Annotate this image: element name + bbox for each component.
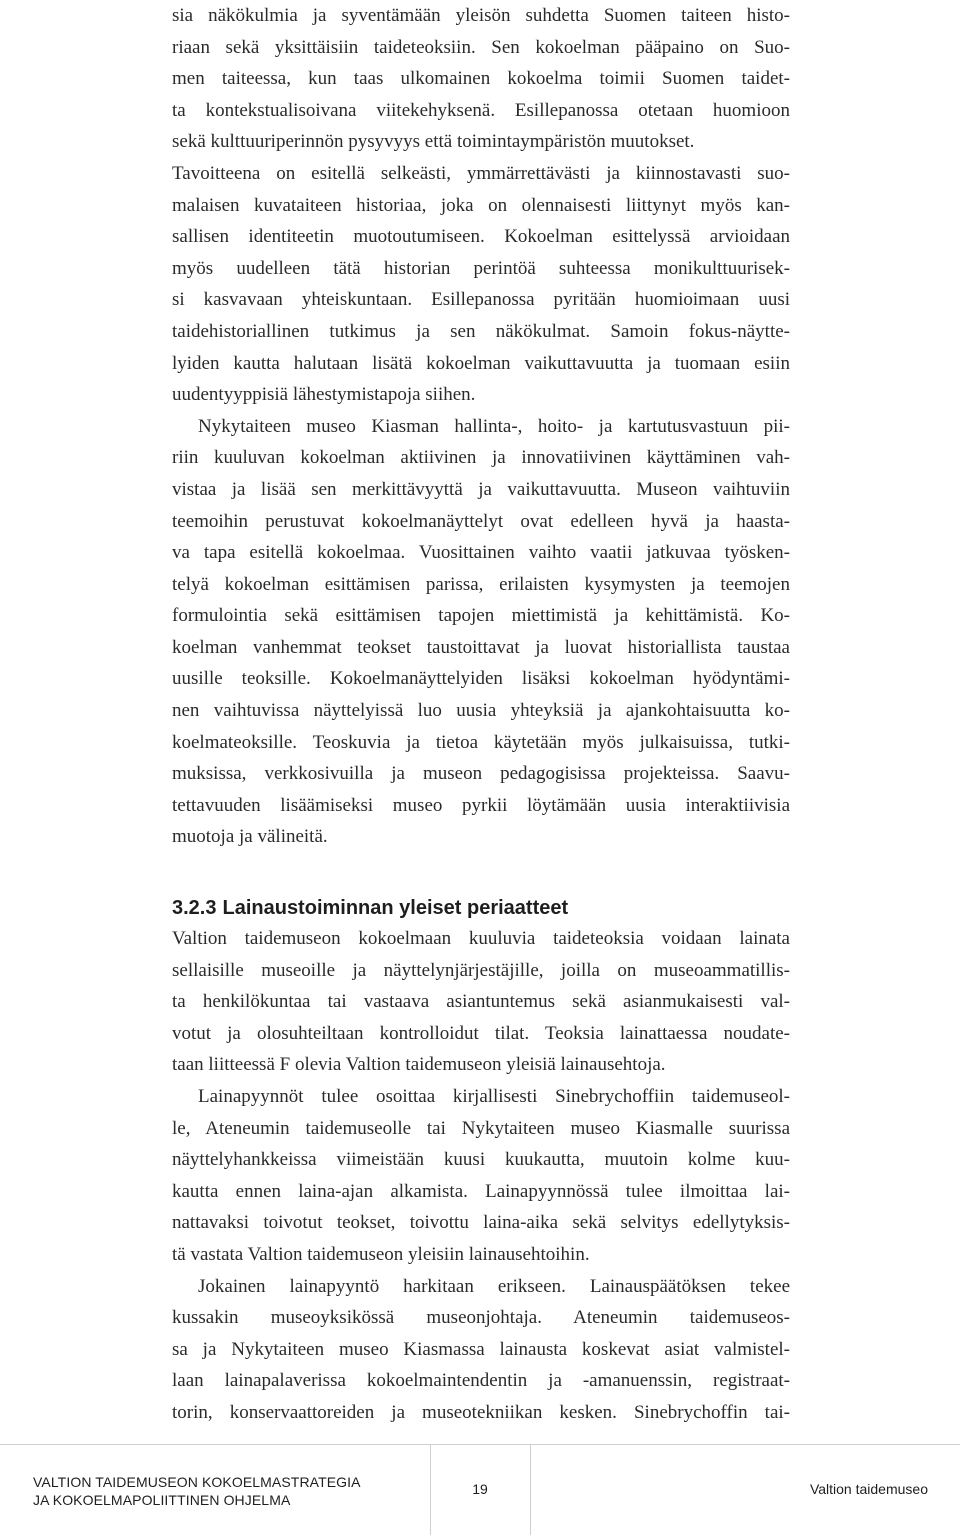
text-line: tä vastata Valtion taidemuseon yleisiin lainausehtoihin. <box>172 1243 590 1265</box>
text-line: riaan sekä yksittäisiin taideteoksiin. Sen kokoelman pääpaino on Suo- <box>172 36 790 58</box>
paragraph-kiasma <box>172 411 790 853</box>
text-line: sia näkökulmia ja syventämään yleisön suhdetta Suomen taiteen histo- <box>172 5 790 26</box>
page-footer <box>0 1444 960 1535</box>
paragraph-lending-2 <box>172 1081 790 1271</box>
text-line: Lainapyynnöt tulee osoittaa kirjallisesti Sinebrychoffiin taidemuseol- <box>198 1086 790 1107</box>
text-line: Jokainen lainapyyntö harkitaan erikseen. Lainauspäätöksen tekee <box>198 1275 790 1297</box>
text-line: Valtion taidemuseon kokoelmaan kuuluvia taideteoksia voidaan lainata <box>172 928 790 950</box>
text-line: sellaisille museoille ja näyttelynjärjestäjille, joilla on museoammatillis- <box>172 959 790 981</box>
footer-publication-title <box>33 1473 361 1509</box>
text-line: Tavoitteena on esitellä selkeästi, ymmärrettävästi ja kiinnostavasti suo- <box>172 162 790 184</box>
paragraph-continuation <box>172 0 790 411</box>
text-line: riin kuuluvan kokoelman aktiivinen ja innovatiivinen käyttäminen vah- <box>172 447 790 469</box>
text-line: sekä kulttuuriperinnön pysyvyys että toimintaympäristön muutokset. <box>172 131 695 153</box>
text-line: sallisen identiteetin muotoutumiseen. Kokoelman esittelyssä arvioidaan <box>172 226 790 248</box>
text-line: va tapa esitellä kokoelmaa. Vuosittainen vaihto vaatii jatkuvaa työsken- <box>172 542 790 564</box>
page-content <box>172 0 790 1429</box>
text-line: si kasvavaan yhteiskuntaan. Esillepanossa pyritään huomioimaan uusi <box>172 289 790 311</box>
text-line: kussakin museoyksikössä museonjohtaja. Ateneumin taidemuseos- <box>172 1307 790 1329</box>
text-line: malaisen kuvataiteen historiaa, joka on olennaisesti liittynyt myös kan- <box>172 194 790 216</box>
paragraph-lending-1 <box>172 923 790 1081</box>
text-line: taidehistoriallinen tutkimus ja sen näkökulmat. Samoin fokus-näytte- <box>172 320 790 342</box>
text-line: koelman vanhemmat teokset taustoittavat ja luovat historiallista taustaa <box>172 636 790 658</box>
text-line: uudentyyppisiä lähestymistapoja siihen. <box>172 384 476 406</box>
footer-separator-right <box>530 1444 531 1535</box>
text-line: uusille teoksille. Kokoelmanäyttelyiden lisäksi kokoelman hyödyntämi- <box>172 668 790 690</box>
text-line: laan lainapalaverissa kokoelmaintendentin ja -amanuenssin, registraat- <box>172 1370 790 1392</box>
text-line: taan liitteessä F olevia Valtion taidemuseon yleisiä lainausehtoja. <box>172 1054 666 1076</box>
text-line: näyttelyhankkeissa viimeistään kuusi kuukautta, muutoin kolme kuu- <box>172 1149 790 1171</box>
text-line: telyä kokoelman esittämisen parissa, erilaisten kysymysten ja teemojen <box>172 573 790 595</box>
text-line: le, Ateneumin taidemuseolle tai Nykytaiteen museo Kiasmalle suurissa <box>172 1117 790 1139</box>
text-line: tettavuuden lisäämiseksi museo pyrkii löytämään uusia interaktiivisia <box>172 794 790 816</box>
footer-separator-left <box>430 1444 431 1535</box>
section-heading <box>172 893 790 923</box>
text-line: koelmateoksille. Teoskuvia ja tietoa käytetään myös julkaisuissa, tutki- <box>172 731 790 753</box>
text-line: muotoja ja välineitä. <box>172 826 328 848</box>
text-line: lyiden kautta halutaan lisätä kokoelman vaikuttavuutta ja tuomaan esiin <box>172 352 790 374</box>
footer-title-line-2: JA KOKOELMAPOLIITTINEN OHJELMA <box>33 1492 291 1508</box>
paragraph-lending-3 <box>172 1271 790 1429</box>
footer-publisher: Valtion taidemuseo <box>809 1481 928 1497</box>
text-line: myös uudelleen tätä historian perintöä suhteessa monikulttuurisek- <box>172 257 790 279</box>
text-line: nen vaihtuvissa näyttelyissä luo uusia yhteyksiä ja ajankohtaisuutta ko- <box>172 700 790 722</box>
text-line: formulointia sekä esittämisen tapojen miettimistä ja kehittämistä. Ko- <box>172 605 790 627</box>
text-line: ta kontekstualisoivana viitekehyksenä. Esillepanossa otetaan huomioon <box>172 99 790 121</box>
footer-title-line-1: VALTION TAIDEMUSEON KOKOELMASTRATEGIA <box>33 1474 361 1490</box>
section-title: Lainaustoiminnan yleiset periaatteet <box>222 897 569 920</box>
footer-divider <box>0 1444 960 1445</box>
text-line: kautta ennen laina-ajan alkamista. Lainapyynnössä tulee ilmoittaa lai- <box>172 1180 790 1202</box>
section-number: 3.2.3 <box>172 897 217 920</box>
text-line: teemoihin perustuvat kokoelmanäyttelyt ovat edelleen hyvä ja haasta- <box>172 510 790 532</box>
text-line: muksissa, verkkosivuilla ja museon pedagogisissa projekteissa. Saavu- <box>172 763 790 785</box>
text-line: nattavaksi toivotut teokset, toivottu laina-aika sekä selvitys edellytyksis- <box>172 1212 790 1234</box>
text-line: torin, konservaattoreiden ja museotekniikan kesken. Sinebrychoffin tai- <box>172 1401 790 1423</box>
text-line: Nykytaiteen museo Kiasman hallinta-, hoito- ja kartutusvastuun pii- <box>198 415 790 437</box>
text-line: men taiteessa, kun taas ulkomainen kokoelma toimii Suomen taidet- <box>172 68 790 90</box>
text-line: sa ja Nykytaiteen museo Kiasmassa lainausta koskevat asiat valmistel- <box>172 1338 790 1360</box>
text-line: votut ja olosuhteiltaan kontrolloidut tilat. Teoksia lainattaessa noudate- <box>172 1022 790 1044</box>
text-line: vistaa ja lisää sen merkittävyyttä ja vaikuttavuutta. Museon vaihtuviin <box>172 478 790 500</box>
page-number: 19 <box>472 1481 488 1497</box>
text-line: ta henkilökuntaa tai vastaava asiantuntemus sekä asianmukaisesti val- <box>172 991 790 1013</box>
